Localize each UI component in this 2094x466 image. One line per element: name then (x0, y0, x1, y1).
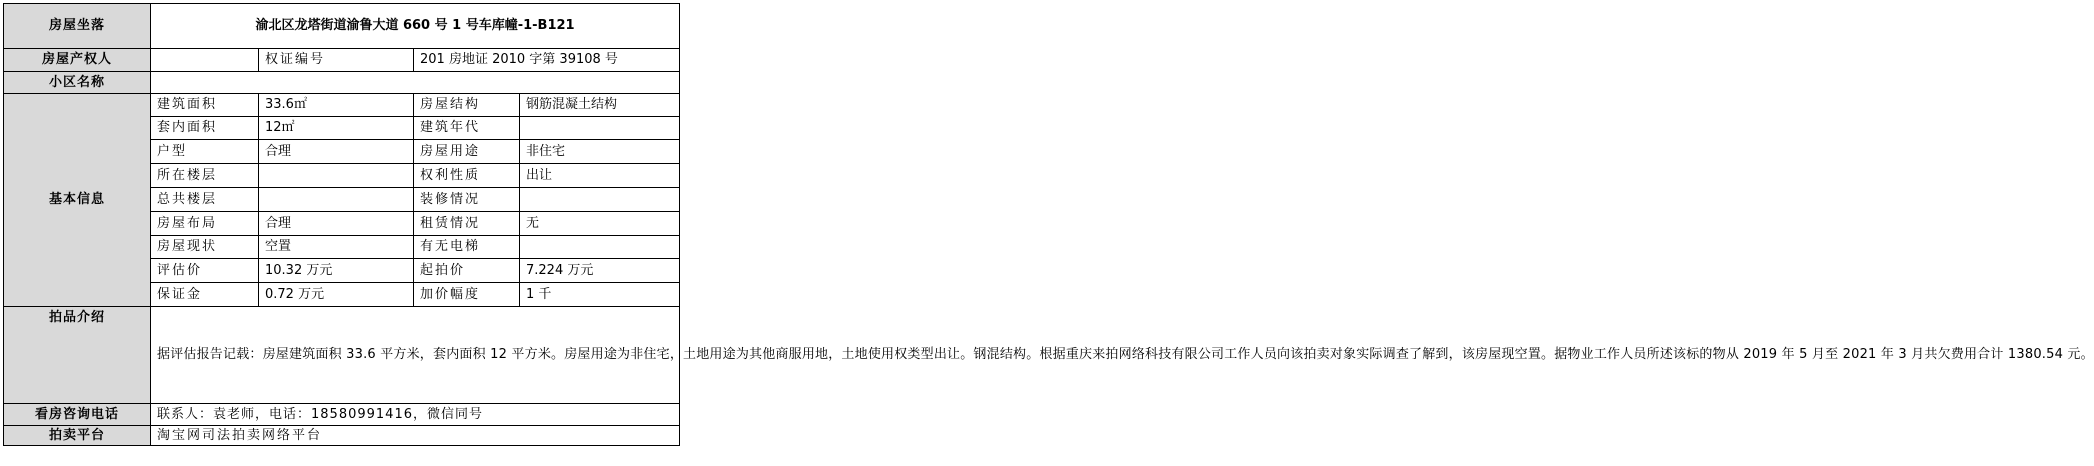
community-value (151, 72, 680, 94)
community-label: 小区名称 (4, 72, 151, 94)
field-label: 总共楼层 (151, 188, 259, 212)
intro-text: 据评估报告记载：房屋建筑面积 33.6 平方米，套内面积 12 平方米。房屋用途为非住宅，土地用途为其他商服用地，土地使用权类型出让。钢混结构。根据重庆来拍网络科技有限公司工作人员向该拍卖对象实际调查了解到，该房屋现空置。据物业工作人员所述该标的物从 2019 年 5 月至 2021 年 3 月共欠费用合计 1380.54 元。 (151, 307, 680, 404)
field-value: 1 千 (520, 283, 680, 307)
field-label: 房屋现状 (151, 236, 259, 259)
field-label: 有无电梯 (414, 236, 520, 259)
field-label: 保证金 (151, 283, 259, 307)
field-label: 房屋结构 (414, 94, 520, 117)
field-value: 12㎡ (259, 117, 414, 140)
field-value (520, 117, 680, 140)
owner-row (4, 49, 680, 72)
field-label: 租赁情况 (414, 212, 520, 236)
field-value (520, 236, 680, 259)
field-value: 无 (520, 212, 680, 236)
field-label: 房屋用途 (414, 140, 520, 164)
intro-row (4, 307, 680, 404)
field-label: 装修情况 (414, 188, 520, 212)
field-label: 建筑面积 (151, 94, 259, 117)
contact-row (4, 404, 680, 426)
field-value: 10.32 万元 (259, 259, 414, 283)
field-value: 33.6㎡ (259, 94, 414, 117)
contact-label: 看房咨询电话 (4, 404, 151, 426)
owner-value (151, 49, 259, 72)
intro-label: 拍品介绍 (4, 307, 151, 404)
field-label: 户型 (151, 140, 259, 164)
cert-label: 权证编号 (259, 49, 414, 72)
address-row (4, 4, 680, 49)
address-value: 渝北区龙塔街道渝鲁大道 660 号 1 号车库幢-1-B121 (151, 4, 680, 49)
field-label: 评估价 (151, 259, 259, 283)
field-value: 非住宅 (520, 140, 680, 164)
community-row (4, 72, 680, 94)
field-value (259, 164, 414, 188)
field-label: 加价幅度 (414, 283, 520, 307)
contact-value: 联系人：袁老师，电话：18580991416，微信同号 (151, 404, 680, 426)
owner-label: 房屋产权人 (4, 49, 151, 72)
cert-value: 201 房地证 2010 字第 39108 号 (414, 49, 680, 72)
field-value: 0.72 万元 (259, 283, 414, 307)
field-value: 7.224 万元 (520, 259, 680, 283)
field-value (259, 188, 414, 212)
field-label: 建筑年代 (414, 117, 520, 140)
field-label: 起拍价 (414, 259, 520, 283)
field-value: 出让 (520, 164, 680, 188)
platform-value: 淘宝网司法拍卖网络平台 (151, 426, 680, 446)
field-value: 合理 (259, 212, 414, 236)
auction-info-table (3, 3, 2094, 446)
basic-row (4, 94, 680, 117)
field-value (520, 188, 680, 212)
field-label: 套内面积 (151, 117, 259, 140)
field-value: 钢筋混凝土结构 (520, 94, 680, 117)
platform-row (4, 426, 680, 446)
field-value: 合理 (259, 140, 414, 164)
platform-label: 拍卖平台 (4, 426, 151, 446)
address-label: 房屋坐落 (4, 4, 151, 49)
field-label: 所在楼层 (151, 164, 259, 188)
basic-info-label: 基本信息 (4, 94, 151, 307)
field-label: 房屋布局 (151, 212, 259, 236)
field-value: 空置 (259, 236, 414, 259)
field-label: 权利性质 (414, 164, 520, 188)
